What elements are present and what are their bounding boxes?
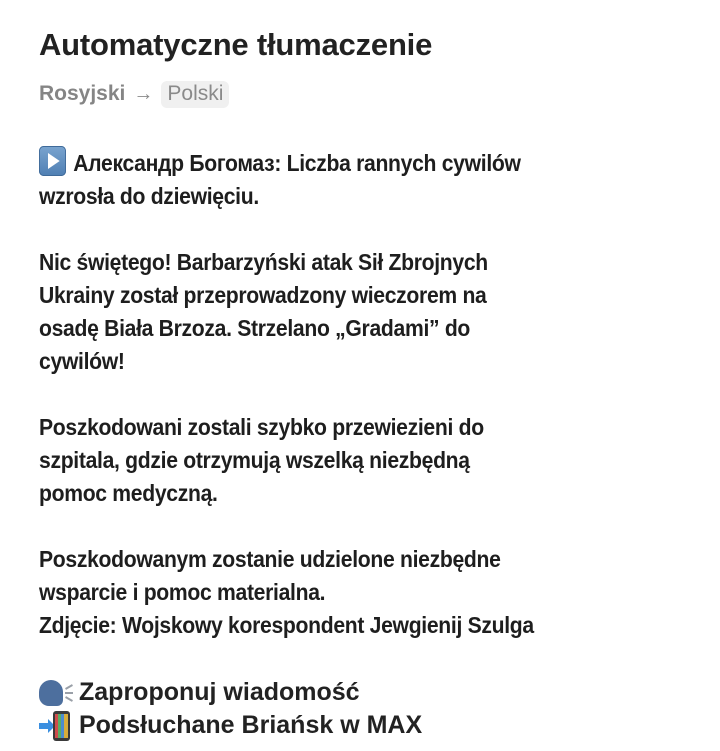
suggest-message-label[interactable]: Zaproponuj wiadomość	[79, 678, 360, 706]
play-button-icon	[39, 146, 66, 176]
mobile-phone-arrow-icon	[39, 711, 75, 741]
suggest-message-link[interactable]	[39, 676, 422, 709]
translated-message	[39, 146, 705, 642]
source-language[interactable]: Rosyjski	[39, 82, 126, 105]
message-line: Poszkodowani zostali szybko przewiezieni do	[39, 414, 484, 440]
panel-title: Automatyczne tłumaczenie	[39, 27, 433, 62]
message-line-text: Александр Богомаз: Liczba rannych cywilów	[73, 150, 521, 176]
message-line: Poszkodowanym zostanie udzielone niezbędne	[39, 546, 501, 572]
message-line: pomoc medyczną.	[39, 480, 218, 506]
message-line: Nic świętego! Barbarzyński atak Sił Zbrojnych	[39, 249, 488, 275]
message-line	[39, 146, 705, 180]
message-footer-links	[39, 676, 422, 742]
message-line: osadę Biała Brzoza. Strzelano „Gradami” do	[39, 315, 471, 341]
target-language-pill[interactable]: Polski	[161, 81, 229, 108]
message-line: cywilów!	[39, 348, 125, 374]
message-line: Ukrainy został przeprowadzony wieczorem na	[39, 282, 487, 308]
photo-credit: Zdjęcie: Wojskowy korespondent Jewgienij Szulga	[39, 612, 534, 638]
message-paragraph	[39, 543, 705, 642]
channel-max-link[interactable]	[39, 709, 422, 742]
message-paragraph	[39, 146, 705, 213]
speaking-head-icon	[39, 679, 75, 707]
message-line: szpitala, gdzie otrzymują wszelką niezbędną	[39, 447, 470, 473]
language-selector-row	[39, 78, 229, 110]
message-line: wzrosła do dziewięciu.	[39, 183, 259, 209]
channel-max-label[interactable]: Podsłuchane Briańsk w MAX	[79, 711, 423, 739]
arrow-right-icon: →	[133, 82, 154, 105]
message-paragraph	[39, 246, 705, 378]
message-paragraph	[39, 411, 705, 510]
message-line: wsparcie i pomoc materialna.	[39, 579, 326, 605]
